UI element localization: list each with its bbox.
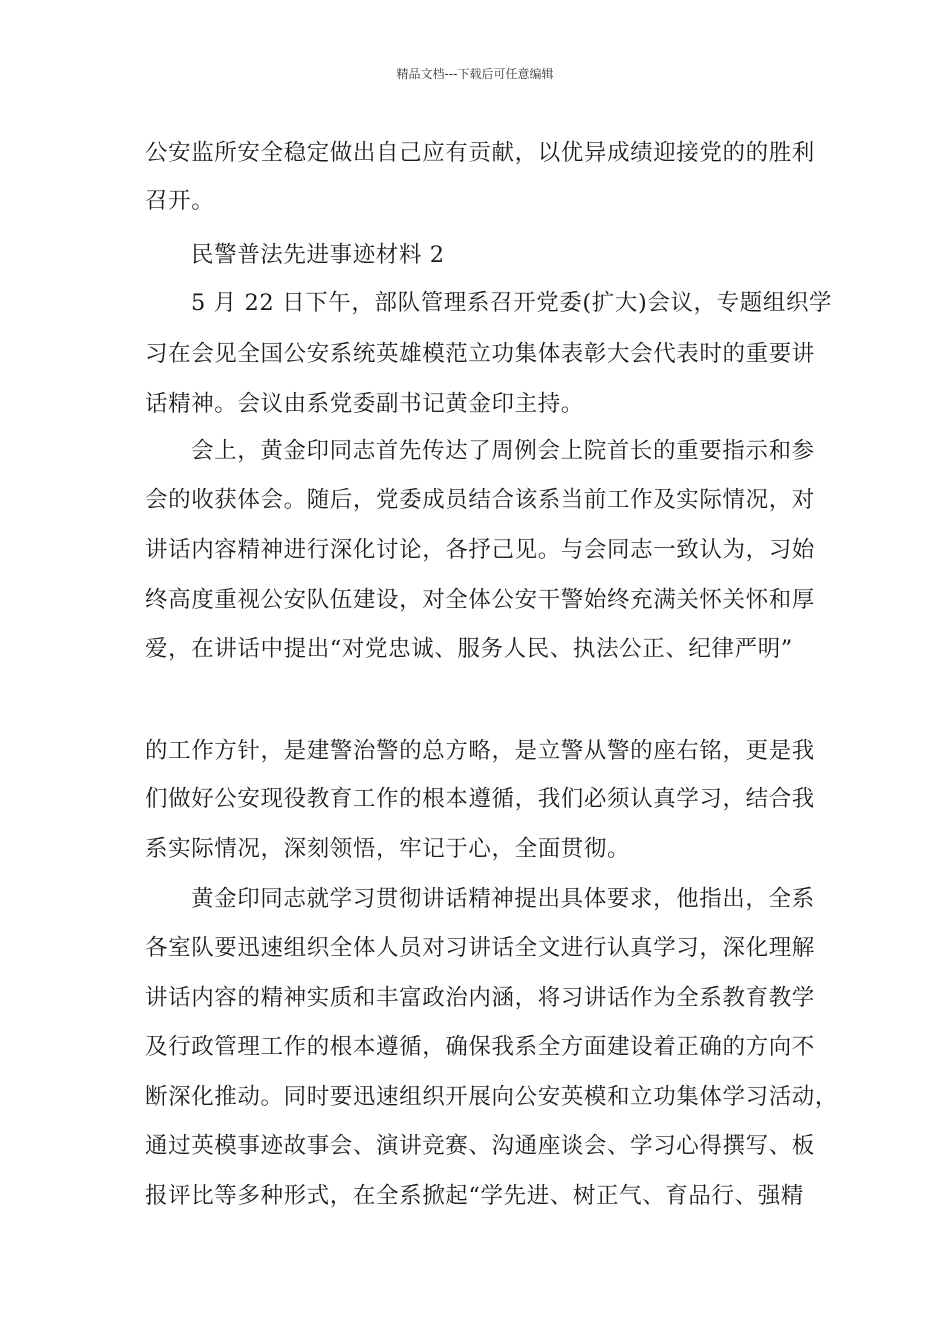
text-line: 的工作方针，是建警治警的总方略，是立警从警的座右铭，更是我 — [145, 738, 815, 764]
text-line: 们做好公安现役教育工作的根本遵循，我们必须认真学习，结合我 — [145, 786, 815, 812]
text-line: 讲话内容精神进行深化讨论，各抒己见。与会同志一致认为，习始 — [145, 537, 815, 563]
text-line: 爱，在讲话中提出“对党忠诚、服务人民、执法公正、纪律严明” — [145, 636, 793, 662]
text-line: 讲话内容的精神实质和丰富政治内涵，将习讲话作为全系教育教学 — [145, 985, 815, 1011]
text-line: 召开。 — [145, 188, 215, 214]
text-line: 5 月 22 日下午，部队管理系召开党委(扩大)会议，专题组织学 — [191, 290, 833, 316]
text-line: 各室队要迅速组织全体人员对习讲话全文进行认真学习，深化理解 — [145, 935, 815, 961]
page-header: 精品文档---下载后可任意编辑 — [396, 67, 554, 81]
text-line: 终高度重视公安队伍建设，对全体公安干警始终充满关怀关怀和厚 — [145, 587, 815, 613]
text-line: 及行政管理工作的根本遵循，确保我系全方面建设着正确的方向不 — [145, 1034, 815, 1060]
text-line: 会的收获体会。随后，党委成员结合该系当前工作及实际情况，对 — [145, 487, 815, 513]
text-line: 黄金印同志就学习贯彻讲话精神提出具体要求，他指出，全系 — [191, 886, 815, 912]
text-line: 系实际情况，深刻领悟，牢记于心，全面贯彻。 — [145, 836, 631, 862]
text-line: 公安监所安全稳定做出自己应有贡献，以优异成绩迎接党的的胜利 — [145, 140, 815, 166]
text-line: 通过英模事迹故事会、演讲竞赛、沟通座谈会、学习心得撰写、板 — [145, 1133, 815, 1159]
text-line: 习在会见全国公安系统英雄模范立功集体表彰大会代表时的重要讲 — [145, 341, 815, 367]
text-line: 会上，黄金印同志首先传达了周例会上院首长的重要指示和参 — [191, 438, 815, 464]
text-line: 断深化推动。同时要迅速组织开展向公安英模和立功集体学习活动， — [145, 1084, 839, 1110]
text-line: 报评比等多种形式，在全系掀起“学先进、树正气、育品行、强精 — [145, 1183, 804, 1209]
text-line: 话精神。会议由系党委副书记黄金印主持。 — [145, 391, 584, 417]
section-heading: 民警普法先进事迹材料 2 — [191, 242, 445, 268]
